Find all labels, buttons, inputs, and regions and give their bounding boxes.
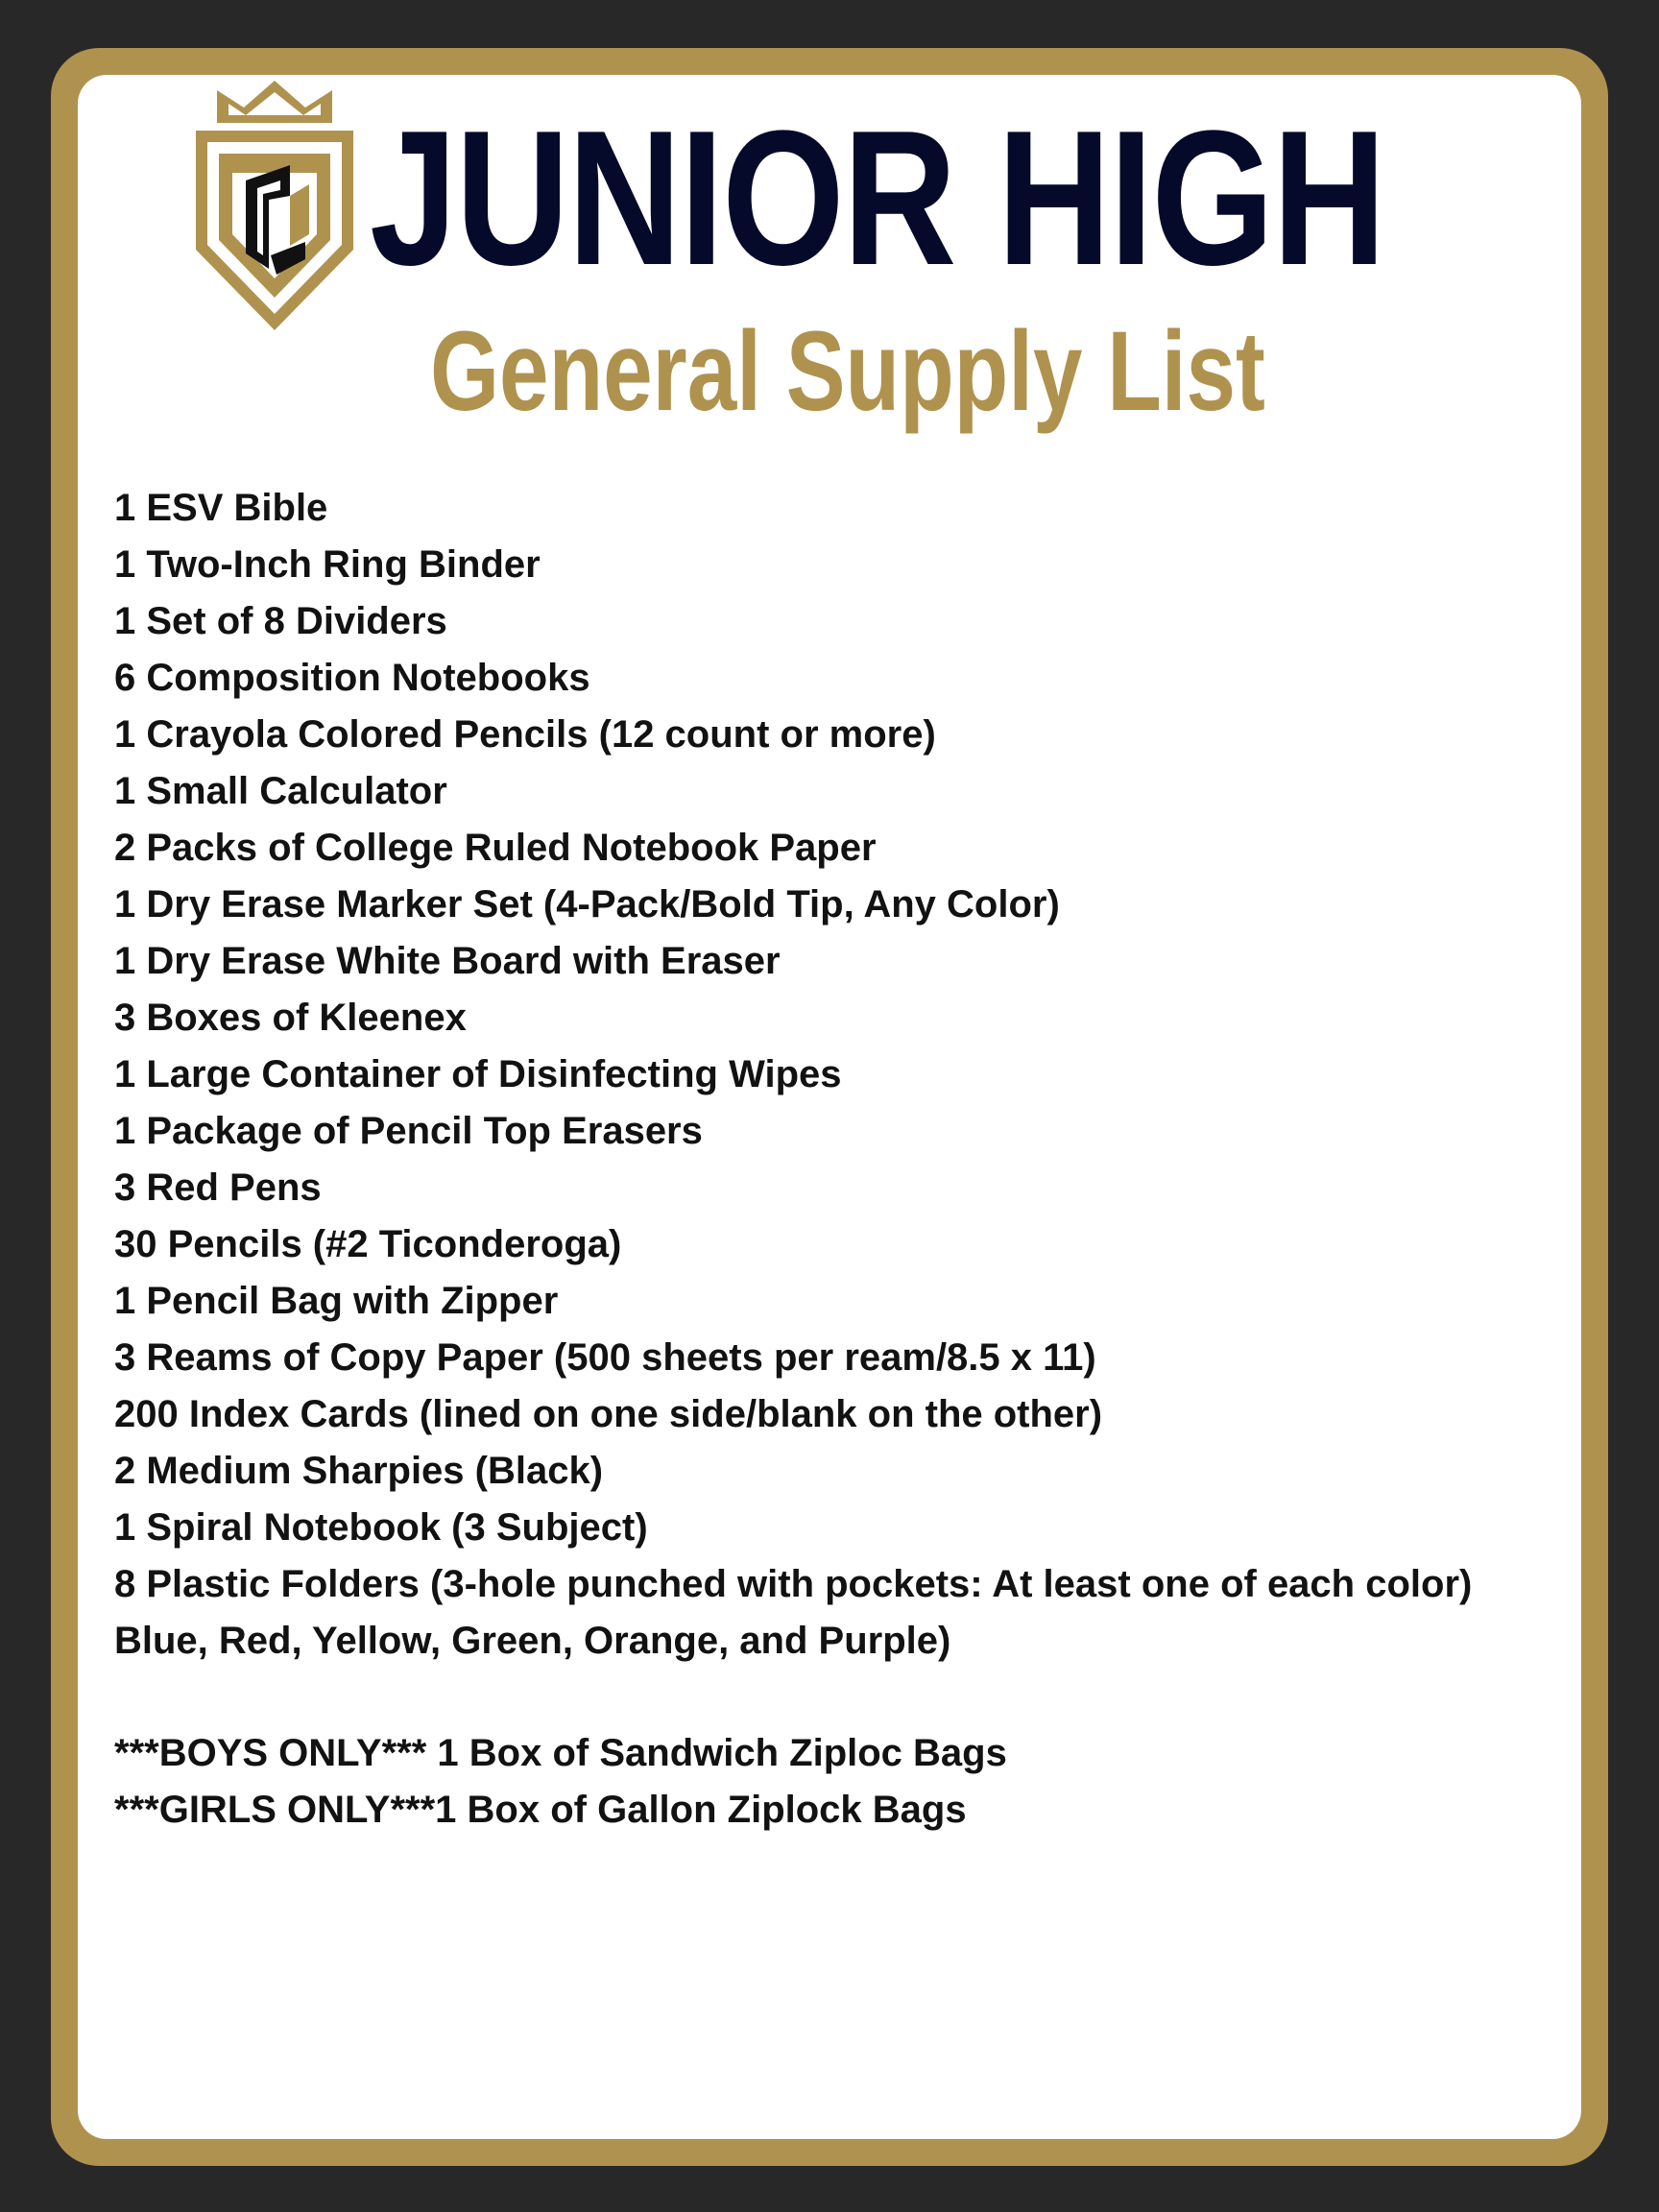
gender-specific-notes xyxy=(114,1725,1574,1839)
list-item: 1 Dry Erase Marker Set (4-Pack/Bold Tip, Any Color) xyxy=(114,883,1060,926)
boys-only-note: ***BOYS ONLY*** 1 Box of Sandwich Ziploc Bags xyxy=(114,1732,1007,1774)
list-item: 3 Reams of Copy Paper (500 sheets per ream/8.5 x 11) xyxy=(114,1336,1096,1379)
page-subtitle: General Supply List xyxy=(430,308,1265,435)
list-item: 8 Plastic Folders (3-hole punched with pockets: At least one of each color) xyxy=(114,1563,1473,1605)
list-item: 1 Set of 8 Dividers xyxy=(114,600,447,642)
list-item: 2 Medium Sharpies (Black) xyxy=(114,1450,604,1492)
page-title: JUNIOR HIGH xyxy=(370,91,1385,305)
list-item: 2 Packs of College Ruled Notebook Paper xyxy=(114,827,877,869)
list-item: 200 Index Cards (lined on one side/blank on the other) xyxy=(114,1393,1103,1435)
list-item: 1 Package of Pencil Top Erasers xyxy=(114,1110,703,1152)
list-item: 1 Large Container of Disinfecting Wipes xyxy=(114,1053,842,1095)
list-item: 3 Red Pens xyxy=(114,1166,322,1209)
supply-list xyxy=(114,480,1574,1670)
list-item: 1 Crayola Colored Pencils (12 count or more) xyxy=(114,713,936,756)
list-item: 6 Composition Notebooks xyxy=(114,657,590,699)
list-item: 1 Pencil Bag with Zipper xyxy=(114,1280,559,1322)
list-item: 3 Boxes of Kleenex xyxy=(114,997,467,1039)
girls-only-note: ***GIRLS ONLY***1 Box of Gallon Ziplock Bags xyxy=(114,1789,967,1831)
list-item: 1 Two-Inch Ring Binder xyxy=(114,543,541,586)
crown-shield-crest-icon xyxy=(190,81,359,330)
list-item: Blue, Red, Yellow, Green, Orange, and Purple) xyxy=(114,1620,951,1662)
list-item: 1 Small Calculator xyxy=(114,770,447,812)
list-item: 1 Spiral Notebook (3 Subject) xyxy=(114,1506,648,1549)
list-item: 1 Dry Erase White Board with Eraser xyxy=(114,940,781,982)
list-item: 30 Pencils (#2 Ticonderoga) xyxy=(114,1223,622,1265)
list-item: 1 ESV Bible xyxy=(114,487,328,529)
